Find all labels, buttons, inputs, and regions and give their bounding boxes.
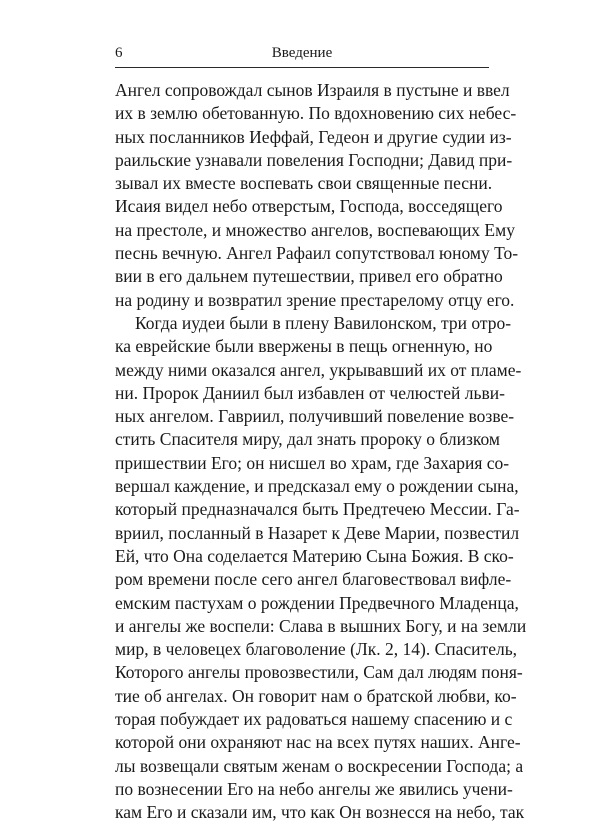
text-line: вершал каждение, и предсказал ему о рождении сына, — [115, 476, 519, 497]
text-line: вии в его дальнем путешествии, привел его обратно — [115, 266, 503, 287]
text-line: Исаия видел небо отверстым, Господа, восседящего — [115, 196, 503, 217]
text-line: которой они охраняют нас на всех путях наших. Анге- — [115, 732, 521, 753]
paragraph — [115, 312, 527, 825]
text-line: и ангелы же воспели: Слава в вышних Богу, и на земли — [115, 615, 527, 636]
paragraph — [115, 79, 519, 312]
text-line: раильские узнавали повеления Господни; Давид при- — [115, 149, 513, 170]
text-line: емским пастухам о рождении Предвечного Младенца, — [115, 592, 519, 613]
text-line: их в землю обетованную. По вдохновению сих небес- — [115, 103, 517, 124]
text-line: вриил, посланный в Назарет к Деве Марии, позвестил — [115, 522, 520, 543]
text-line: ных посланников Иеффай, Гедеон и другие судии из- — [115, 126, 512, 147]
text-line: песнь вечную. Ангел Рафаил сопутствовал юному То- — [115, 243, 519, 264]
text-line: который предназначался быть Предтечею Мессии. Га- — [115, 499, 520, 520]
text-line: на родину и возвратил зрение престарелому отцу его. — [115, 289, 515, 310]
text-line: ром времени после сего ангел благовествовал вифле- — [115, 569, 512, 590]
text-line: ни. Пророк Даниил был избавлен от челюстей льви- — [115, 382, 505, 403]
text-line: пришествии Его; он нисшел во храм, где Захария со- — [115, 452, 510, 473]
text-line: по вознесении Его на небо ангелы же явились учени- — [115, 778, 513, 799]
text-line: Ангел сопровождал сынов Израиля в пустыне и ввел — [115, 80, 510, 100]
text-line: кам Его и сказали им, что как Он вознесся на небо, так — [115, 802, 525, 823]
text-line: тие об ангелах. Он говорит нам о братской любви, ко- — [115, 685, 517, 706]
text-line: ка еврейские были ввержены в пещь огненную, но — [115, 336, 493, 357]
body-text — [115, 79, 527, 825]
running-head — [115, 45, 489, 67]
text-line: на престоле, и множество ангелов, воспевающих Ему — [115, 219, 515, 240]
page-number: 6 — [115, 45, 123, 61]
text-line: торая побуждает их радоваться нашему спасению и с — [115, 709, 513, 730]
text-line: Ей, что Она соделается Материю Сына Божия. В ско- — [115, 545, 514, 566]
text-line: ных ангелом. Гавриил, получивший повеление возве- — [115, 406, 515, 427]
text-line: зывал их вместе воспевать свои священные песни. — [115, 173, 493, 194]
header-rule — [115, 67, 489, 68]
text-line: между ними оказался ангел, укрывавший их от пламе- — [115, 359, 522, 380]
text-line: лы возвещали святым женам о воскресении Господа; а — [115, 755, 524, 776]
section-title: Введение — [271, 45, 333, 61]
text-line: Которого ангелы провозвестили, Сам дал людям поня- — [115, 662, 523, 683]
text-line: стить Спасителя миру, дал знать пророку о близком — [115, 429, 500, 450]
text-line: мир, в человецех благоволение (Лк. 2, 14). Спаситель, — [115, 639, 518, 660]
text-line: Когда иудеи были в плену Вавилонском, три отро- — [135, 312, 512, 333]
